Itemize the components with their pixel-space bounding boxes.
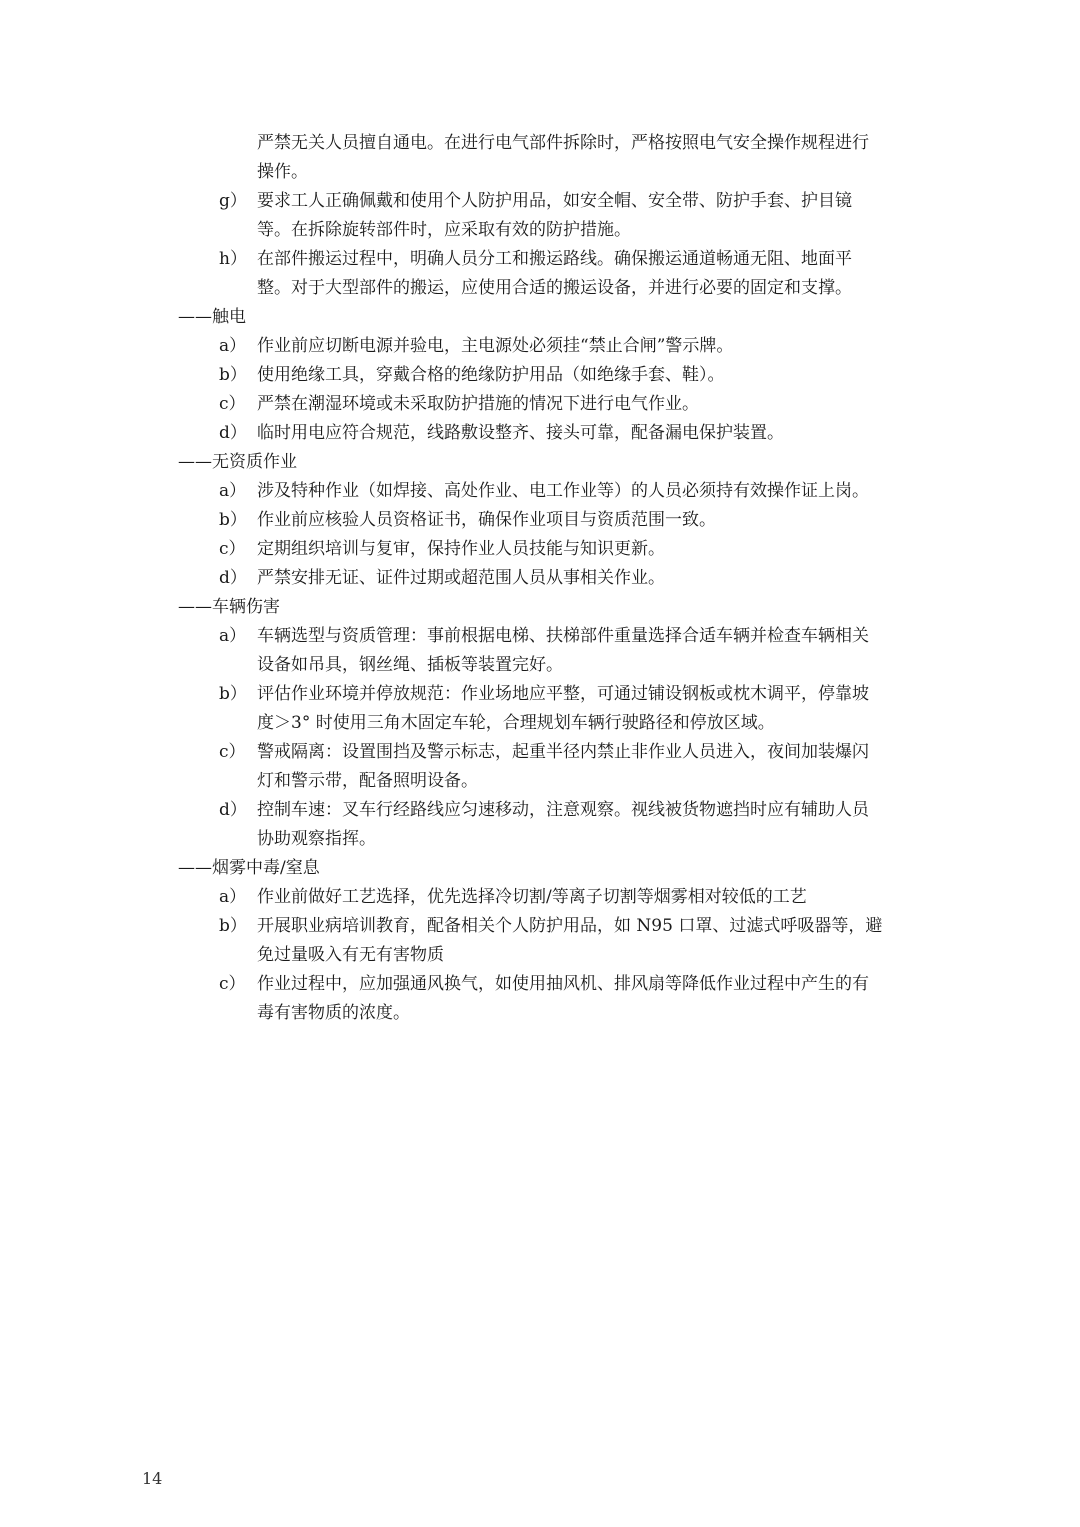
list-item — [178, 332, 948, 361]
list-item-text: 在部件搬运过程中，明确人员分工和搬运路线。确保搬运通道畅通无阻、地面平 — [257, 249, 852, 269]
list-item-text: 定期组织培训与复审，保持作业人员技能与知识更新。 — [257, 539, 665, 559]
list-item-text: 评估作业环境并停放规范：作业场地应平整，可通过铺设钢板或枕木调平，停靠坡 — [257, 684, 869, 704]
list-item-marker: a） — [219, 887, 247, 907]
page-number: 14 — [142, 1469, 163, 1488]
list-item-marker: b） — [219, 916, 247, 936]
list-item-marker: c） — [219, 539, 246, 559]
list-item-text: 涉及特种作业（如焊接、高处作业、电工作业等）的人员必须持有效操作证上岗。 — [257, 481, 869, 501]
list-item-text: 使用绝缘工具，穿戴合格的绝缘防护用品（如绝缘手套、鞋）。 — [257, 365, 725, 385]
list-item-marker: b） — [219, 510, 247, 530]
list-item-marker: c） — [219, 394, 246, 414]
list-item — [178, 680, 948, 709]
list-item — [178, 419, 948, 448]
list-item-text: 临时用电应符合规范，线路敷设整齐、接头可靠，配备漏电保护装置。 — [257, 423, 784, 443]
list-item-text: 作业前应切断电源并验电，主电源处必须挂“禁止合闸”警示牌。 — [257, 336, 734, 356]
list-item-marker: d） — [219, 423, 247, 443]
list-item-text: 警戒隔离：设置围挡及警示标志，起重半径内禁止非作业人员进入，夜间加装爆闪 — [257, 742, 869, 762]
list-item — [178, 796, 948, 825]
list-item-continuation: 设备如吊具，钢丝绳、插板等装置完好。 — [257, 655, 563, 675]
list-item-continuation: 协助观察指挥。 — [257, 829, 376, 849]
list-item — [178, 738, 948, 767]
list-item-marker: b） — [219, 365, 247, 385]
list-item-marker: a） — [219, 336, 247, 356]
list-item-marker: d） — [219, 568, 247, 588]
list-item-text: 要求工人正确佩戴和使用个人防护用品，如安全帽、安全带、防护手套、护目镜 — [257, 191, 852, 211]
list-item — [178, 535, 948, 564]
list-item — [178, 361, 948, 390]
list-item — [178, 390, 948, 419]
list-item-marker: c） — [219, 742, 246, 762]
list-item — [178, 187, 948, 216]
list-item-marker: a） — [219, 626, 247, 646]
list-item-text: 控制车速：叉车行经路线应匀速移动，注意观察。视线被货物遮挡时应有辅助人员 — [257, 800, 869, 820]
list-item — [178, 506, 948, 535]
list-item-continuation: 等。在拆除旋转部件时，应采取有效的防护措施。 — [257, 220, 631, 240]
list-item-marker: d） — [219, 800, 247, 820]
list-item-text: 严禁在潮湿环境或未采取防护措施的情况下进行电气作业。 — [257, 394, 699, 414]
list-item-text: 作业过程中，应加强通风换气，如使用抽风机、排风扇等降低作业过程中产生的有 — [257, 974, 869, 994]
list-item-continuation: 严禁无关人员擅自通电。在进行电气部件拆除时，严格按照电气安全操作规程进行 — [257, 133, 869, 153]
list-item — [178, 883, 948, 912]
list-item-continuation: 毒有害物质的浓度。 — [257, 1003, 410, 1023]
list-item-continuation: 灯和警示带，配备照明设备。 — [257, 771, 478, 791]
list-item — [178, 245, 948, 274]
section-heading: ——触电 — [178, 307, 246, 327]
list-item-continuation: 整。对于大型部件的搬运，应使用合适的搬运设备，并进行必要的固定和支撑。 — [257, 278, 852, 298]
list-item-marker: b） — [219, 684, 247, 704]
list-item — [178, 912, 948, 941]
list-item — [178, 970, 948, 999]
document-body — [178, 129, 948, 1028]
list-item-marker: a） — [219, 481, 247, 501]
section-heading: ——车辆伤害 — [178, 597, 280, 617]
list-item-text: 作业前应核验人员资格证书，确保作业项目与资质范围一致。 — [257, 510, 716, 530]
list-item-text: 作业前做好工艺选择，优先选择冷切割/等离子切割等烟雾相对较低的工艺 — [257, 887, 807, 907]
list-item-text: 开展职业病培训教育，配备相关个人防护用品，如 N95 口罩、过滤式呼吸器等，避 — [257, 916, 883, 936]
list-item-text: 严禁安排无证、证件过期或超范围人员从事相关作业。 — [257, 568, 665, 588]
list-item-text: 车辆选型与资质管理：事前根据电梯、扶梯部件重量选择合适车辆并检查车辆相关 — [257, 626, 869, 646]
list-item-continuation: 度＞3° 时使用三角木固定车轮，合理规划车辆行驶路径和停放区域。 — [257, 713, 775, 733]
list-item-continuation: 操作。 — [257, 162, 308, 182]
list-item-continuation: 免过量吸入有无有害物质 — [257, 945, 444, 965]
list-item-marker: c） — [219, 974, 246, 994]
section-heading: ——无资质作业 — [178, 452, 297, 472]
list-item-marker: g） — [219, 191, 247, 211]
list-item-marker: h） — [219, 249, 247, 269]
list-item — [178, 477, 948, 506]
section-heading: ——烟雾中毒/窒息 — [178, 858, 320, 878]
list-item — [178, 564, 948, 593]
list-item — [178, 622, 948, 651]
